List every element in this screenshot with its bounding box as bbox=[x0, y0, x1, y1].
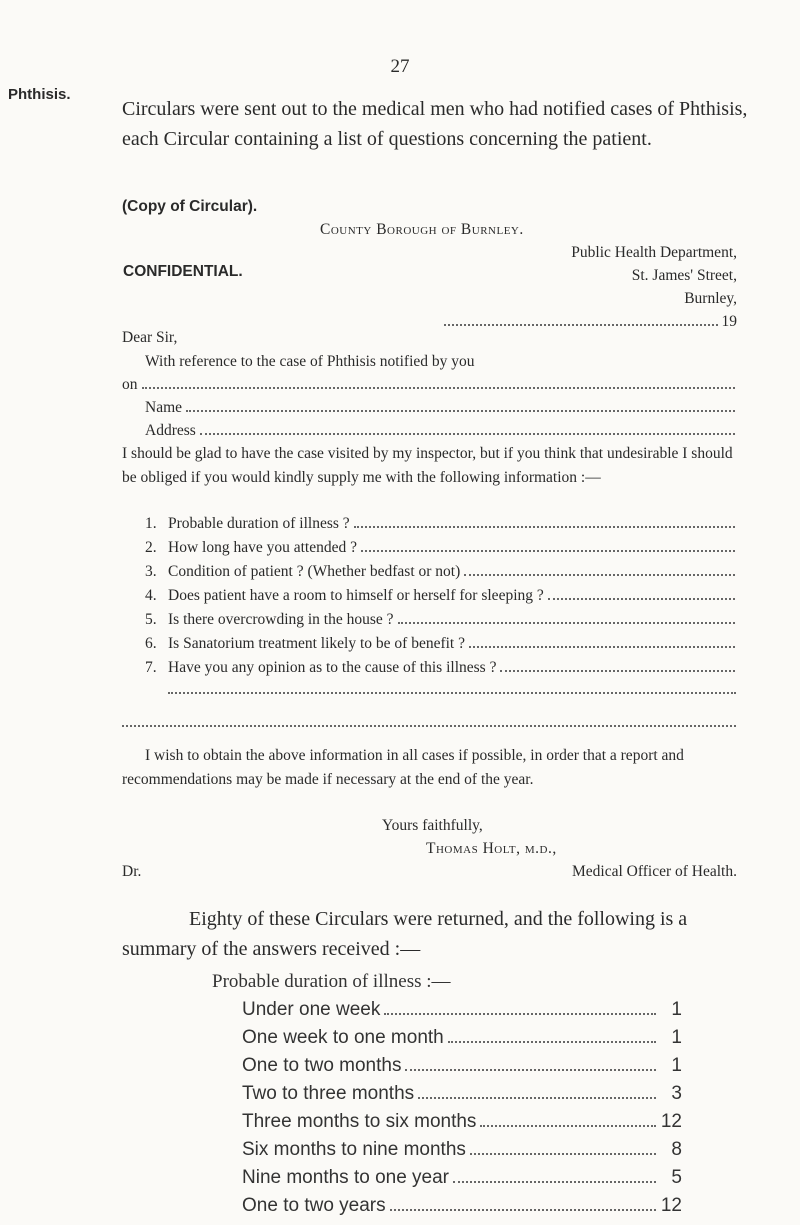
margin-note: Phthisis. bbox=[8, 86, 71, 103]
duration-row: Three months to six months 12 bbox=[242, 1111, 682, 1132]
summary-intro: Eighty of these Circulars were returned, and the following is a summary of the answers received :— bbox=[122, 908, 688, 960]
dr-label: Dr. bbox=[122, 863, 142, 880]
town: Burnley, bbox=[684, 290, 737, 307]
request-paragraph: I should be glad to have the case visited by my inspector, but if you think that undesirable I should be obliged if you would kindly supply me with the following information :— bbox=[122, 445, 733, 486]
duration-row: Under one week 1 bbox=[242, 999, 682, 1020]
question-7: 7. Have you any opinion as to the cause of this illness ? bbox=[145, 656, 739, 680]
question-2: 2. How long have you attended ? bbox=[145, 536, 739, 560]
duration-row: One to two years 12 bbox=[242, 1195, 682, 1216]
question-6: 6. Is Sanatorium treatment likely to be of benefit ? bbox=[145, 632, 739, 656]
year-suffix: 19 bbox=[721, 313, 737, 330]
question-4: 4. Does patient have a room to himself or herself for sleeping ? bbox=[145, 584, 739, 608]
authority-heading: County Borough of Burnley. bbox=[320, 221, 524, 238]
duration-row: Two to three months 3 bbox=[242, 1083, 682, 1104]
closing-paragraph: I wish to obtain the above information in all cases if possible, in order that a report and recommendations may be made if necessary at the end of the year. bbox=[122, 747, 684, 788]
street-address: St. James' Street, bbox=[631, 267, 737, 284]
duration-row: Six months to nine months 8 bbox=[242, 1139, 682, 1160]
signatory: Thomas Holt, m.d., bbox=[426, 840, 557, 857]
address-label: Address bbox=[145, 422, 196, 439]
yours-faithfully: Yours faithfully, bbox=[382, 817, 483, 834]
blank-answer-line-1 bbox=[168, 692, 736, 694]
department: Public Health Department, bbox=[571, 244, 737, 261]
intro-paragraph: Circulars were sent out to the medical men who had notified cases of Phthisis, each Circular containing a list of questions concerning the patient. bbox=[122, 98, 748, 150]
question-1: 1. Probable duration of illness ? bbox=[145, 512, 739, 536]
salutation: Dear Sir, bbox=[122, 329, 178, 346]
name-line bbox=[145, 396, 739, 420]
duration-row: One week to one month 1 bbox=[242, 1027, 682, 1048]
name-label: Name bbox=[145, 399, 183, 416]
copy-label: (Copy of Circular). bbox=[122, 198, 258, 215]
question-3: 3. Condition of patient ? (Whether bedfast or not) bbox=[145, 560, 739, 584]
duration-row: Nine months to one year 5 bbox=[242, 1167, 682, 1188]
duration-heading: Probable duration of illness :— bbox=[212, 971, 451, 992]
date-line bbox=[440, 310, 737, 334]
confidential-label: CONFIDENTIAL. bbox=[123, 263, 243, 280]
duration-row: One to two months 1 bbox=[242, 1055, 682, 1076]
officer-title: Medical Officer of Health. bbox=[572, 863, 737, 880]
address-line bbox=[145, 419, 739, 443]
reference-text: With reference to the case of Phthisis notified by you bbox=[145, 353, 475, 370]
page-number: 27 bbox=[390, 56, 410, 77]
blank-answer-line-2 bbox=[122, 725, 736, 727]
on-label: on bbox=[122, 376, 138, 393]
on-line bbox=[122, 373, 739, 397]
question-5: 5. Is there overcrowding in the house ? bbox=[145, 608, 739, 632]
